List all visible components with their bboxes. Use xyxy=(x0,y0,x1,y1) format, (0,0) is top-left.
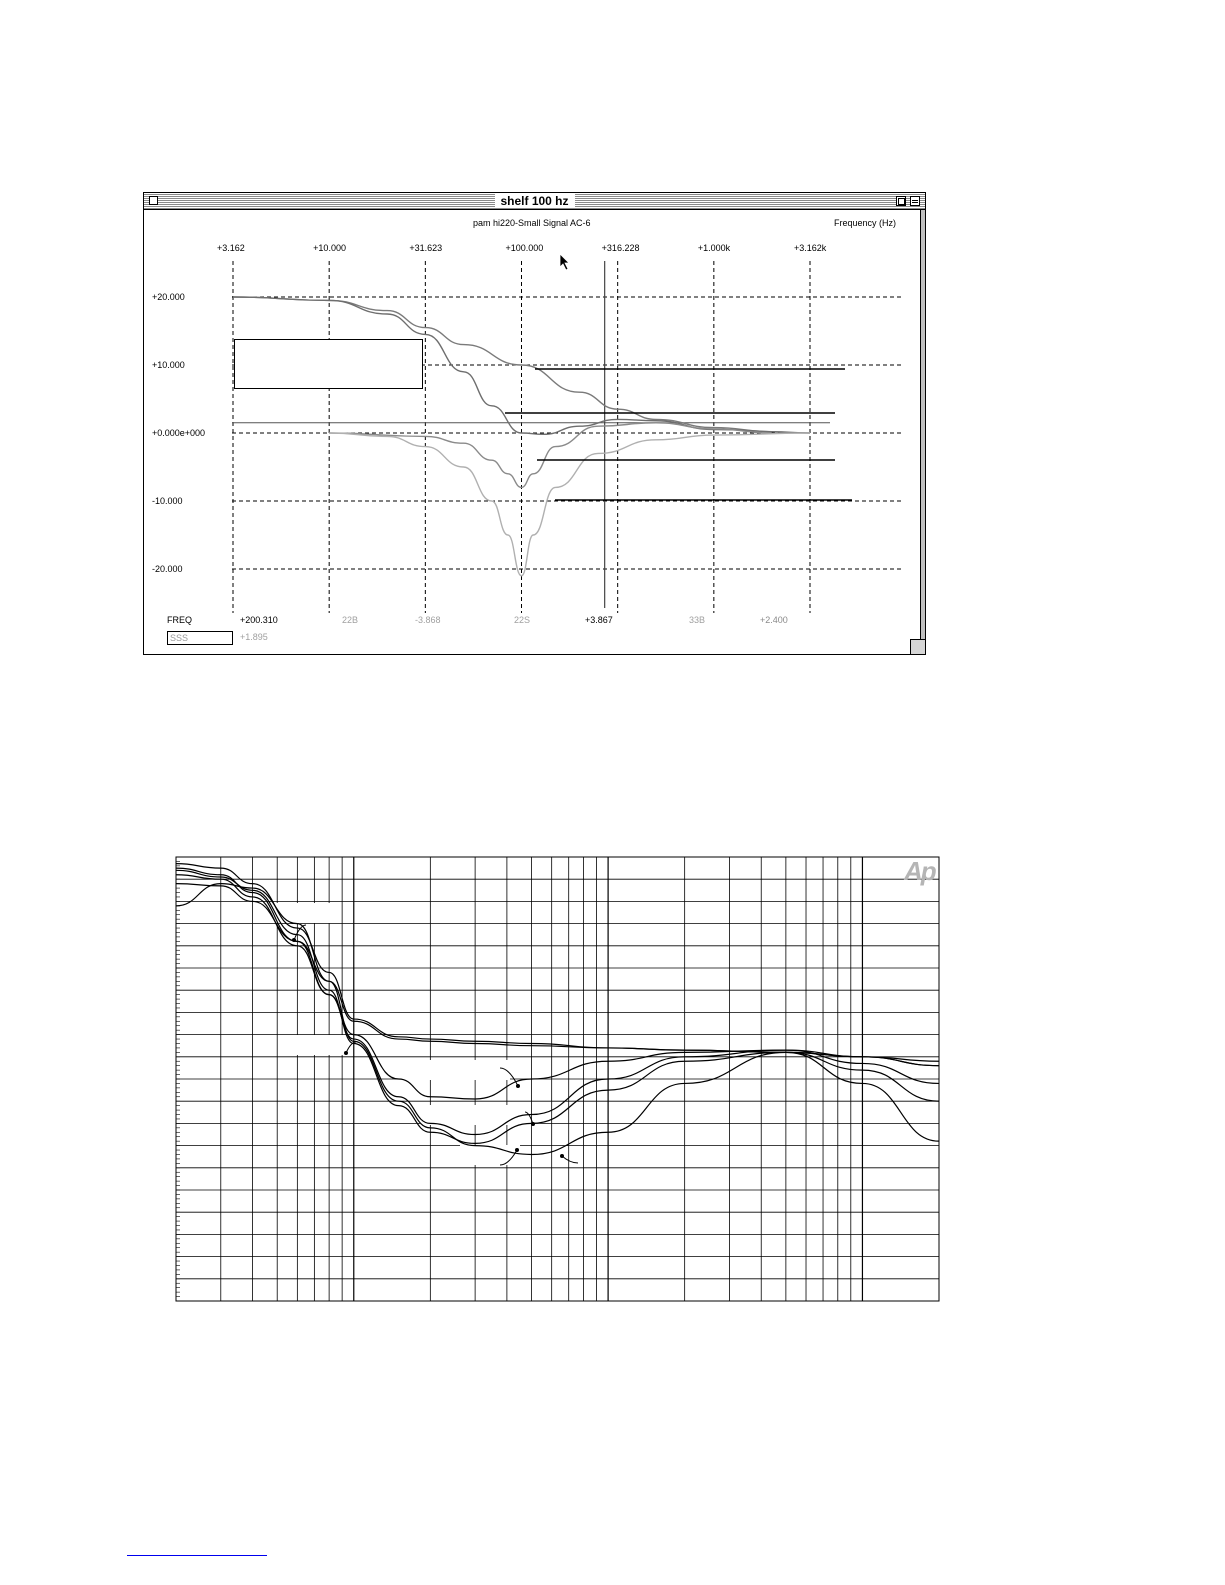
readout-value-4: 22S xyxy=(514,615,531,625)
ap-logo: Ap xyxy=(904,856,935,886)
arrow-head xyxy=(292,938,296,942)
y-tick-label: +20.000 xyxy=(152,292,185,302)
arrow-head xyxy=(560,1154,564,1158)
x-tick-label: +1.000k xyxy=(697,243,731,253)
y-tick-label: -20.000 xyxy=(152,564,183,574)
readout-input-value: SSS xyxy=(170,633,189,643)
readout-value-2: 22B xyxy=(342,615,359,625)
label-patch xyxy=(400,1060,510,1080)
label-patch xyxy=(460,1145,520,1165)
arrow-head xyxy=(344,1051,348,1055)
x-tick-label: +31.623 xyxy=(409,243,443,253)
x-tick-label: +3.162 xyxy=(217,243,245,253)
pointer-arrow xyxy=(562,1156,578,1163)
footer-link-underline[interactable] xyxy=(127,1555,267,1556)
readout-value-5: +3.867 xyxy=(585,615,613,625)
y-tick-label: +0.000e+000 xyxy=(152,428,206,438)
freq-label: FREQ xyxy=(167,615,193,625)
readout-value-1: +200.310 xyxy=(240,615,278,625)
x-tick-label: +10.000 xyxy=(313,243,346,253)
y-tick-label: -10.000 xyxy=(152,496,183,506)
graph-subtitle: pam hi220-Small Signal AC-6 xyxy=(473,218,591,228)
arrow-head xyxy=(515,1148,519,1152)
series-line xyxy=(176,864,939,1062)
x-tick-label: +100.000 xyxy=(505,243,544,253)
x-tick-label: +3.162k xyxy=(794,243,827,253)
readout-second-value: +1.895 xyxy=(240,632,268,642)
label-patch xyxy=(420,1105,530,1125)
x-tick-label: +316.228 xyxy=(601,243,640,253)
y-tick-label: +10.000 xyxy=(152,360,185,370)
series-line xyxy=(176,884,939,1155)
window-title: shelf 100 hz xyxy=(494,194,574,208)
x-axis-label: Frequency (Hz) xyxy=(834,218,897,228)
arrow-head xyxy=(516,1084,520,1088)
label-patch xyxy=(283,1035,351,1055)
readout-value-3: -3.868 xyxy=(415,615,441,625)
readout-value-6: 33B xyxy=(689,615,706,625)
arrow-head xyxy=(531,1122,535,1126)
readout-value-7: +2.400 xyxy=(760,615,788,625)
